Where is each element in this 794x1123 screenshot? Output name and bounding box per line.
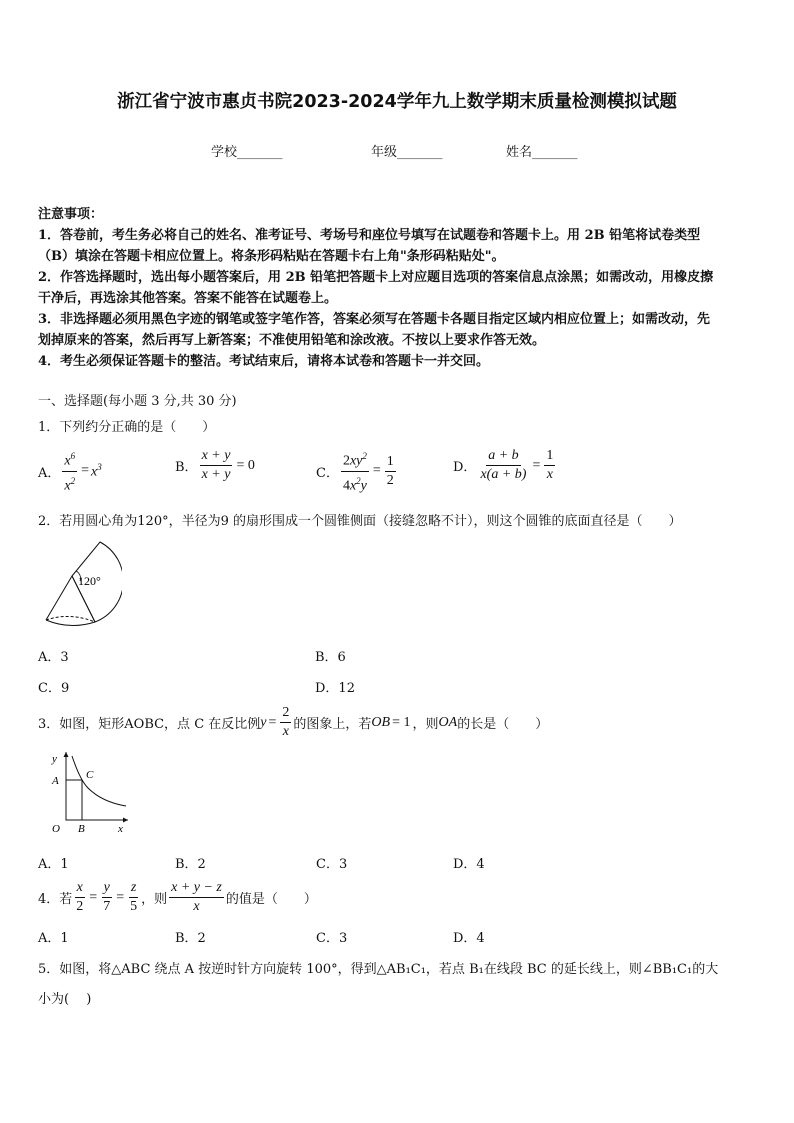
name-field: 姓名_______ (506, 145, 578, 160)
q1-d-label: D． (453, 460, 477, 475)
notice-heading: 注意事项： (38, 207, 104, 222)
school-field: 学校_______ (211, 145, 283, 160)
q4-option-d: D．4 (453, 931, 485, 946)
notice-line-1: 1．答卷前，考生务必将自己的姓名、准考证号、考场号和座位号填写在试题卷和答题卡上。用 2B 铅笔将试卷类型 (38, 228, 701, 243)
q2-option-b: B．6 (315, 650, 346, 665)
q3-graph-figure (44, 748, 134, 838)
q3-label-o: O (52, 823, 60, 835)
q3-stem-post1: ，则 (412, 717, 439, 732)
notice-line-5: 3．非选择题必须用黑色字迹的钢笔或签字笔作答，答案必须写在答题卡各题目指定区域内相应位置上；如需改动，先 (38, 312, 711, 327)
q4-option-c: C．3 (316, 931, 348, 946)
q1-b-fraction: $\frac{x + y}{x + y}$ (201, 448, 231, 482)
q3-option-c: C．3 (316, 857, 348, 872)
notice-line-4: 干净后，再选涂其他答案。答案不能答在试题卷上。 (38, 291, 338, 306)
q1-option-a: A． $\frac{x^6}{x^2}$ = $x^3$ (38, 448, 102, 494)
q4-expression: $\frac{x + y - z}{x}$ (171, 880, 222, 914)
q3-func-y: y (260, 714, 267, 730)
q3-stem-pre: 3．如图，矩形AOBC，点 C 在反比例 (38, 717, 261, 732)
q1-option-b: B． $\frac{x + y}{x + y}$ = 0 (175, 448, 255, 482)
q3-func-fraction: $\frac{2}{x}$ (282, 705, 290, 739)
q3-label-c: C (86, 769, 94, 781)
q1-stem: 1．下列约分正确的是（ ） (38, 420, 216, 435)
q1-c-label: C． (316, 465, 339, 481)
q4-stem: 4．若 $\frac{x}{2}$ = $\frac{y}{7}$ = $\frac{z}{5}$ ，则 $\frac{x + y - z}{x}$ 的值是（ ） (38, 880, 317, 914)
q3-option-a: A．1 (38, 857, 69, 872)
q3-option-b: B．2 (175, 857, 206, 872)
q4-stem-pre: 4．若 (38, 892, 73, 907)
notice-line-6: 划掉原来的答案，然后再写上新答案；不准使用铅笔和涂改液。不按以上要求作答无效。 (38, 333, 546, 348)
q4-option-b: B．2 (175, 931, 206, 946)
q1-option-c: C． $\frac{2xy^2}{4x^2y}$ = $\frac{1}{2}$ (316, 448, 398, 494)
q3-option-d: D．4 (453, 857, 485, 872)
q1-a-label: A． (38, 465, 61, 481)
q2-cone-figure (40, 538, 122, 638)
q3-stem-mid: 的图象上，若 (293, 717, 372, 732)
notice-line-3: 2．作答选择题时，选出每小题答案后，用 2B 铅笔把答题卡上对应题目选项的答案信息点涂黑；如需改动，用橡皮擦 (38, 270, 714, 285)
q1-c-fraction: $\frac{2xy^2}{4x^2y}$ (341, 448, 369, 494)
q5-line-1: 5．如图，将△ABC 绕点 A 按逆时针方向旋转 100°，得到△AB₁C₁，若点 B₁在线段 BC 的延长线上，则∠BB₁C₁的大 (38, 962, 719, 977)
q3-stem: 3．如图，矩形AOBC，点 C 在反比例 y = $\frac{2}{x}$ 的图象上，若 OB = 1 ，则 OA 的长是（ ） (38, 705, 549, 739)
q2-option-a: A．3 (38, 650, 69, 665)
q3-label-a: A (52, 775, 59, 787)
q1-d-fraction: $\frac{a + b}{x(a + b)}$ (480, 448, 527, 482)
notice-line-7: 4．考生必须保证答题卡的整洁。考试结束后，请将本试卷和答题卡一并交回。 (38, 354, 490, 369)
q4-stem-post: 的值是（ ） (225, 892, 317, 907)
page-title: 浙江省宁波市惠贞书院2023-2024学年九上数学期末质量检测模拟试题 (117, 92, 677, 112)
q2-angle-label: 120° (78, 574, 101, 588)
q5-line-2: 小为( ) (38, 992, 92, 1007)
q4-stem-mid: ，则 (141, 892, 168, 907)
q2-stem: 2．若用圆心角为120°，半径为9 的扇形围成一个圆锥侧面（接缝忽略不计），则这个圆锥的底面直径是（ ） (38, 514, 682, 529)
q3-ob: OB (371, 714, 391, 730)
q1-option-d: D． $\frac{a + b}{x(a + b)}$ = $\frac{1}{x}$ (453, 448, 554, 482)
notice-line-2: （B）填涂在答题卡相应位置上。将条形码粘贴在答题卡右上角"条形码粘贴处"。 (38, 249, 505, 264)
q4-option-a: A．1 (38, 931, 69, 946)
q3-label-b: B (78, 823, 85, 835)
section-heading: 一、选择题(每小题 3 分,共 30 分) (38, 394, 237, 409)
q2-option-d: D．12 (315, 681, 355, 696)
q1-b-label: B． (175, 460, 198, 475)
q3-oa: OA (438, 714, 458, 730)
q3-stem-post2: 的长是（ ） (457, 717, 549, 732)
q3-eq: = 1 (392, 714, 411, 730)
q1-a-fraction: $\frac{x^6}{x^2}$ (62, 448, 77, 494)
q2-option-c: C．9 (38, 681, 70, 696)
q3-label-y: y (52, 753, 57, 765)
grade-field: 年级_______ (371, 145, 443, 160)
q3-label-x: x (118, 823, 123, 835)
